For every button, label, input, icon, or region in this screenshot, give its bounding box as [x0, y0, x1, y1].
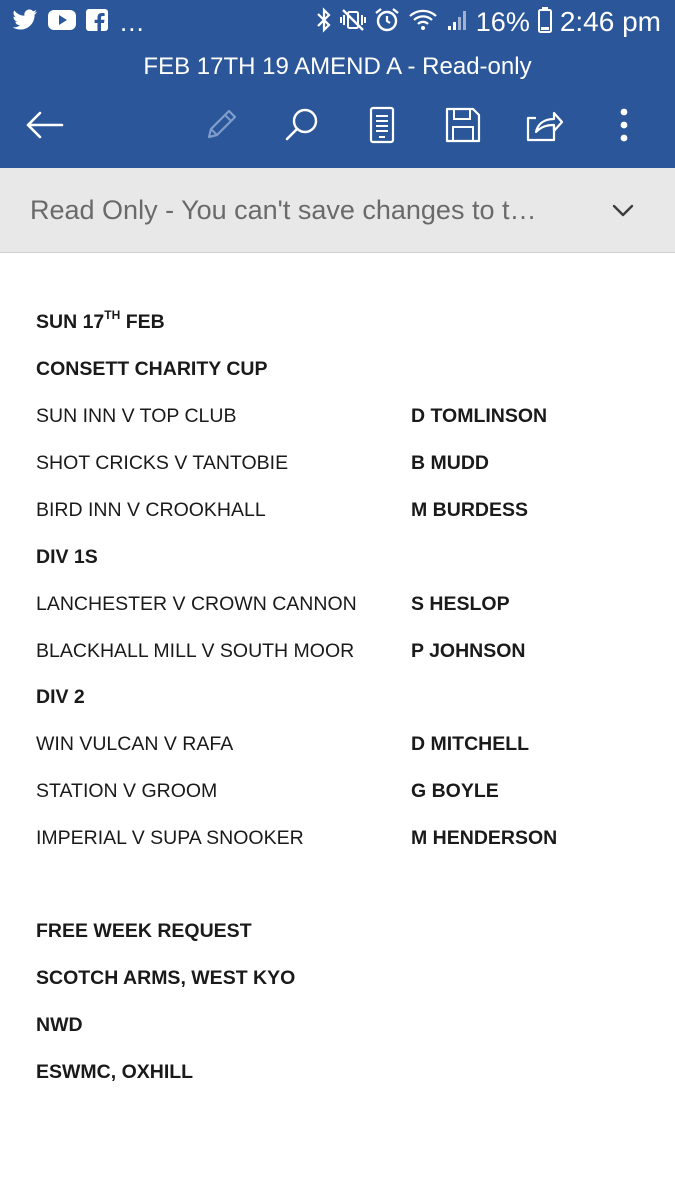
fixture-row — [36, 729, 656, 759]
more-icon — [618, 107, 630, 143]
fixture-referee: D TOMLINSON — [411, 405, 548, 427]
more-notifications: ... — [120, 7, 145, 37]
battery-percent: 16% — [475, 7, 530, 37]
section-title: CONSETT CHARITY CUP — [36, 358, 268, 380]
expand-banner-button[interactable] — [607, 194, 639, 226]
twitter-icon — [12, 9, 38, 36]
fixture-match: WIN VULCAN V RAFA — [36, 733, 234, 755]
free-week-item: SCOTCH ARMS, WEST KYO — [36, 967, 296, 989]
facebook-icon — [86, 9, 108, 36]
section-title: DIV 1S — [36, 546, 98, 568]
fixture-match: BLACKHALL MILL V SOUTH MOOR — [36, 640, 355, 662]
battery-icon — [538, 7, 552, 38]
fixture-match: SUN INN V TOP CLUB — [36, 405, 237, 427]
youtube-icon — [48, 10, 76, 35]
document-title: FEB 17TH 19 AMEND A - Read-only — [143, 53, 532, 80]
fixture-row — [36, 636, 656, 666]
fixture-row — [36, 823, 656, 853]
notification-icons — [12, 8, 145, 36]
fixture-referee: M BURDESS — [411, 499, 529, 521]
wifi-icon — [408, 8, 438, 37]
fixture-match: BIRD INN V CROOKHALL — [36, 499, 266, 521]
share-button[interactable] — [520, 102, 568, 148]
back-arrow-icon — [24, 109, 64, 141]
fixture-match: IMPERIAL V SUPA SNOOKER — [36, 827, 304, 849]
read-only-banner[interactable] — [0, 168, 675, 253]
back-button[interactable] — [20, 102, 68, 148]
search-button[interactable] — [278, 102, 326, 148]
vibrate-mute-icon — [340, 8, 366, 37]
clock: 2:46 pm — [559, 6, 661, 37]
status-bar — [0, 0, 675, 46]
fixture-referee: D MITCHELL — [411, 733, 530, 755]
fixture-match: STATION V GROOM — [36, 780, 218, 802]
fixture-row — [36, 589, 656, 619]
section-title: DIV 2 — [36, 686, 85, 708]
share-icon — [524, 106, 564, 144]
app-bar — [0, 46, 675, 168]
fixture-row — [36, 401, 656, 431]
alarm-icon — [374, 7, 400, 38]
save-icon — [444, 106, 482, 144]
free-week-item: NWD — [36, 1014, 83, 1036]
fixture-row — [36, 495, 656, 525]
mobile-view-button[interactable] — [358, 102, 406, 148]
system-icons — [308, 6, 661, 38]
chevron-down-icon — [607, 194, 639, 226]
banner-message: Read Only - You can't save changes to t… — [30, 195, 537, 225]
edit-pencil-icon — [201, 105, 241, 145]
fixture-referee: S HESLOP — [411, 593, 510, 615]
fixture-referee: M HENDERSON — [411, 827, 558, 849]
bluetooth-icon — [316, 7, 332, 38]
fixture-referee: G BOYLE — [411, 780, 499, 802]
date-heading: SUN 17TH FEB — [36, 307, 165, 333]
more-options-button[interactable] — [600, 102, 648, 148]
fixture-match: SHOT CRICKS V TANTOBIE — [36, 452, 289, 474]
fixture-row — [36, 776, 656, 806]
document-body[interactable] — [0, 253, 675, 1200]
mobile-view-icon — [367, 105, 397, 145]
fixture-match: LANCHESTER V CROWN CANNON — [36, 593, 357, 615]
fixture-referee: B MUDD — [411, 452, 489, 474]
fixture-row — [36, 448, 656, 478]
fixture-referee: P JOHNSON — [411, 640, 526, 662]
edit-button[interactable] — [197, 102, 245, 148]
free-week-title: FREE WEEK REQUEST — [36, 920, 252, 942]
save-button[interactable] — [439, 102, 487, 148]
signal-icon — [446, 8, 468, 37]
free-week-item: ESWMC, OXHILL — [36, 1061, 194, 1083]
search-icon — [282, 105, 322, 145]
